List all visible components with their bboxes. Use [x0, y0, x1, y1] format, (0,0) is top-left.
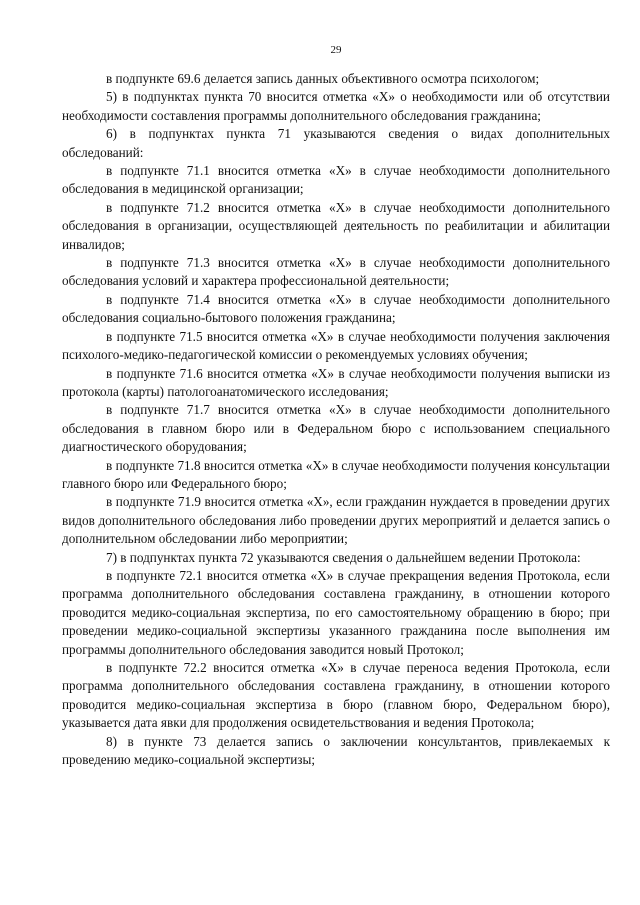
paragraph: в подпункте 71.1 вносится отметка «X» в случае необходимости дополнительного обследования в медицинской организации; — [62, 163, 610, 197]
paragraph: в подпункте 71.6 вносится отметка «X» в случае необходимости получения выписки из протокола (карты) патологоанатомического исследования; — [62, 365, 610, 399]
paragraph: в подпункте 71.2 вносится отметка «X» в случае необходимости дополнительного обследования в организации, осуществляющей деятельность по реабилитации и абилитации инвалидов; — [62, 199, 610, 252]
paragraph: в подпункте 71.8 вносится отметка «X» в случае необходимости получения консультации главного бюро или Федерального бюро; — [62, 457, 610, 491]
paragraph: в подпункте 71.7 вносится отметка «X» в случае необходимости дополнительного обследования в главном бюро или в Федеральном бюро с использованием специального диагностического оборудования; — [62, 402, 610, 455]
page-number: 29 — [330, 44, 342, 56]
paragraph: в подпункте 71.5 вносится отметка «X» в случае необходимости получения заключения психолого-медико-педагогической комиссии о рекомендуемых условиях обучения; — [62, 328, 610, 363]
paragraph: в подпункте 71.4 вносится отметка «X» в случае необходимости дополнительного обследования социально-бытового положения гражданина; — [62, 291, 610, 326]
paragraph: 8) в пункте 73 делается запись о заключении консультантов, привлекаемых к проведению медико-социальной экспертизы; — [62, 733, 610, 768]
paragraph: 5) в подпунктах пункта 70 вносится отметка «X» о необходимости или об отсутствии необходимости составления программы дополнительного обследования гражданина; — [62, 89, 610, 123]
paragraph: в подпункте 71.9 вносится отметка «X», если гражданин нуждается в проведении других видов дополнительного обследования либо проведении других мероприятий и делается запись о дополнительном обследовании либо мероприятии; — [62, 494, 610, 547]
paragraph: 6) в подпунктах пункта 71 указываются сведения о видах дополнительных обследований: — [62, 126, 610, 160]
paragraph: в подпункте 69.6 делается запись данных объективного осмотра психологом; — [106, 71, 540, 86]
paragraph: в подпункте 72.2 вносится отметка «X» в случае переноса ведения Протокола, если программа дополнительного обследования составлена гражданину, в отношении которого проводится медико-социальная экспертиза в бюро (главном бюро, Федеральном бюро), указывается дата явки для продолжения освидетельствования и ведения Протокола; — [62, 660, 610, 731]
paragraph: в подпункте 71.3 вносится отметка «X» в случае необходимости дополнительного обследования условий и характера профессиональной деятельности; — [62, 255, 610, 289]
paragraph: в подпункте 72.1 вносится отметка «X» в случае прекращения ведения Протокола, если программа дополнительного обследования составлена гражданину, в отношении которого проводится медико-социальная экспертиза, по его самостоятельному обращению в бюро; при проведении медико-социальной экспертизы указанного гражданина после выполнения им программы дополнительного обследования заводится новый Протокол; — [62, 567, 610, 657]
paragraph: 7) в подпунктах пункта 72 указываются сведения о дальнейшем ведении Протокола: — [106, 549, 581, 565]
body-text — [62, 70, 610, 769]
